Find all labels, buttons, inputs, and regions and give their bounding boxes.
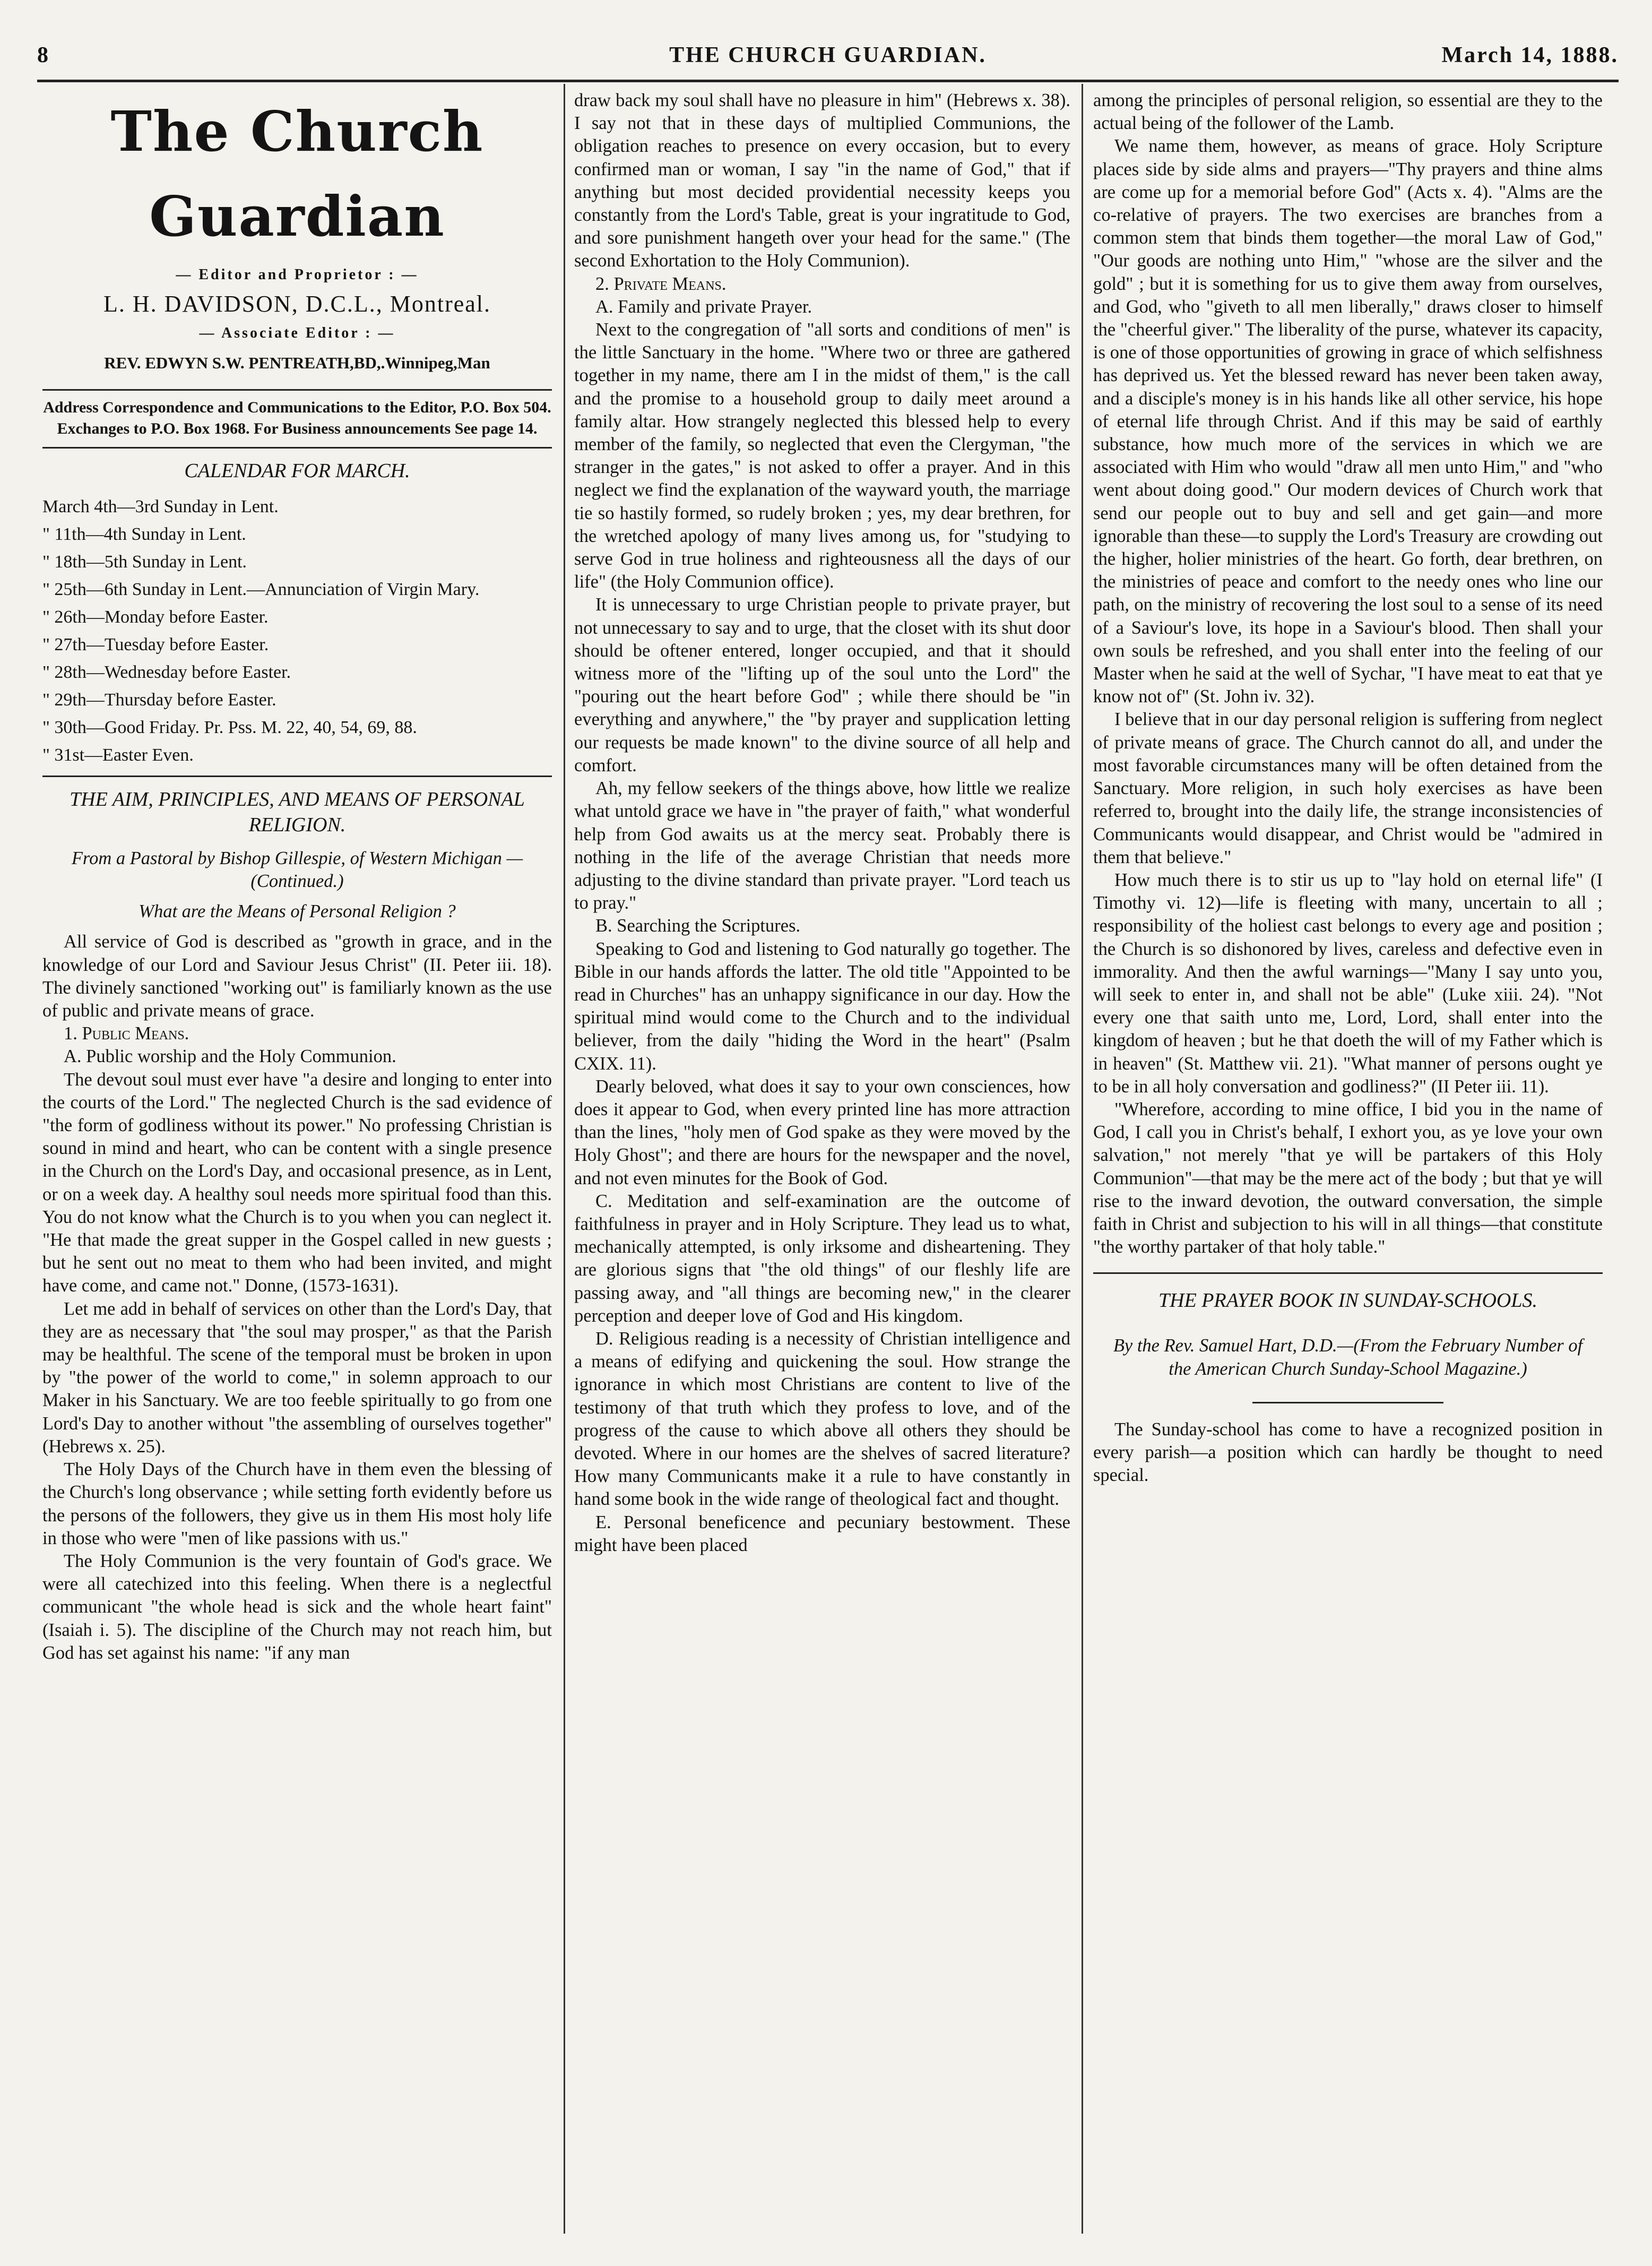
- column-1: [42, 89, 552, 2223]
- divider: [42, 776, 552, 777]
- running-head: [37, 42, 1619, 74]
- calendar-entry: " 29th—Thursday before Easter.: [42, 690, 276, 710]
- calendar-list: [42, 493, 552, 769]
- running-title: THE CHURCH GUARDIAN.: [669, 43, 987, 67]
- calendar-entry: " 27th—Tuesday before Easter.: [42, 634, 269, 654]
- divider: [1252, 1402, 1443, 1403]
- column-2: [574, 89, 1070, 2223]
- associate-editor-label: — Associate Editor : —: [199, 325, 395, 342]
- paragraph: It is unnecessary to urge Christian people to private prayer, but not unnecessary to say and to urge, that the closet with its shut door should be oftener entered, longer occupied, and that it should witness more of the "lifting up of the soul unto the Lord" the "pouring out the heart before God" ; while there should be "in everything and anywhere," the "by prayer and supplication letting our requests be made known" to the divine source of all help and comfort.: [574, 594, 1070, 776]
- article-heading: THE PRAYER BOOK IN SUNDAY-SCHOOLS.: [1158, 1289, 1537, 1312]
- issue-date: March 14, 1888.: [1441, 43, 1619, 67]
- paragraph: The Sunday-school has come to have a recognized position in every parish—a position which can hardly be thought to need special.: [1093, 1419, 1603, 1486]
- divider: [42, 389, 552, 391]
- calendar-entry: " 18th—5th Sunday in Lent.: [42, 552, 247, 572]
- column-3: [1093, 89, 1603, 2223]
- article-heading: THE AIM, PRINCIPLES, AND MEANS OF PERSONAL RELIGION.: [70, 788, 525, 836]
- column-rule: [564, 84, 565, 2234]
- paragraph: We name them, however, as means of grace. Holy Scripture places side by side alms and prayers—"Thy prayers and thine alms are come up for a memorial before God" (Acts x. 4). "Alms are the co-relative of prayers. The two exercises are branches from a common stem that binds them together—the moral Law of God," "Our goods are nothing unto Him," "whose are the silver and the gold" ; but it is something for us to give them away from ourselves, and God, who "giveth to all men liberally," draws closer to himself the "cheerful giver." The liberality of the purse, whatever its capacity, is one of those opportunities of growing in grace of which selfishness has deprived us. Yet the blessed reward has never been taken away, and a disciple's money is in his hands like all other service, his hope of eternal life through Christ. And if this may be said of earthly substance, how much more of the services in which we are associated with Him who would "draw all men unto Him," and "who went about doing good." Our modern devices of Church work that send our people out to buy and sell and get gain—and more ignorable than these—to supply the Lord's Treasury are crowding out the higher, holier ministries of the heart. Go forth, dear brethren, on the ministries of peace and comfort to the needy ones who line our path, on the ministry of recovering the lost soul to a sense of its need of a Saviour's love, its hope in a Saviour's blood. Then shall your own souls be refreshed, and you shall enter into the feeling of our Master when he said at the well of Sychar, "I have meat to eat that ye know not of" (St. John iv. 32).: [1093, 136, 1603, 707]
- head-rule: [37, 80, 1619, 82]
- paragraph: Next to the congregation of "all sorts and conditions of men" is the little Sanctuary in the home. "Where two or three are gathered together in my name, there am I in the midst of them," is the call and the promise to a household group to daily meet around a family altar. How strangely neglected this blessed help to every member of the family, so neglected that even the Clergyman, "the stranger in the gates," is not asked to offer a prayer. And in this neglect we find the explanation of the wayward youth, the marriage tie so hastily formed, so rudely broken ; yes, my dear brethren, for the wretched apology of many lives among us, for "studying to serve God in true holiness and righteousness all the days of our life" (the Holy Communion office).: [574, 320, 1070, 592]
- paragraph: I believe that in our day personal religion is suffering from neglect of private means of grace. The Church cannot do all, and under the most favorable circumstances many will be often detained from the Sanctuary. More religion, in such holy exercises as have been referred to, brought into the daily life, the strange inconsistencies of Communicants would disappear, and Christ would be "admired in them that believe.": [1093, 709, 1603, 867]
- editor-name: L. H. DAVIDSON, D.C.L., Montreal.: [103, 291, 491, 317]
- calendar-entry: " 30th—Good Friday. Pr. Pss. M. 22, 40, 54, 69, 88.: [42, 717, 417, 737]
- calendar-entry: March 4th—3rd Sunday in Lent.: [42, 496, 279, 516]
- paragraph: How much there is to stir us up to "lay hold on eternal life" (I Timothy vi. 12)—life is fleeting with many, uncertain to all ; responsibility of the holiest cast belongs to every age and position ; the Church is so dishonored by lives, careless and defective even in immorality. And then the awful warnings—"Many I say unto you, will seek to enter in, and shall not be able" (Luke xiii. 24). "Not every one that saith unto me, Lord, Lord, shall enter into the kingdom of heaven ; but he that doeth the will of my Father which is in heaven" (St. Matthew vii. 21). "What manner of persons ought ye to be in all holy conversation and godliness?" (II Peter iii. 11).: [1093, 869, 1603, 1097]
- paragraph: "Wherefore, according to mine office, I bid you in the name of God, I call you in Christ's behalf, I exhort you, as ye love your own salvation," not merely "that ye will be partakers of this Holy Communion"—that may be the mere act of the body ; but that ye will rise to the inward devotion, the outward conversation, the simple faith in Christ and subjection to his will in all things—that constitute "the worthy partaker of that holy table.": [1093, 1099, 1603, 1257]
- paragraph: draw back my soul shall have no pleasure in him" (Hebrews x. 38). I say not that in these days of multiplied Communions, the obligation reaches to presence on every occasion, but to every confirmed man or woman, I say "in the name of God," that if anything but most decided providential necessity keeps you constantly from the Lord's Table, great is your ingratitude to God, and sore punishment hangeth over your head for the same." (The second Exhortation to the Holy Communion).: [574, 90, 1070, 271]
- article-byline: By the Rev. Samuel Hart, D.D.—(From the February Number of the American Church Sunday-School Magazine.): [1113, 1336, 1583, 1379]
- paragraph: Speaking to God and listening to God naturally go together. The Bible in our hands affords the latter. The old title "Appointed to be read in Churches" has an unhappy significance in our day. How the spiritual mind would come to the Church and to the individual believer, from the daily "hiding the Word in the heart" (Psalm CXIX. 11).: [574, 938, 1070, 1074]
- calendar-entry: " 26th—Monday before Easter.: [42, 607, 269, 627]
- divider: [42, 447, 552, 449]
- paragraph: All service of God is described as "growth in grace, and in the knowledge of our Lord and Saviour Jesus Christ" (II. Peter iii. 18). The divinely sanctioned "working out" is familiarly known as the use of public and private means of grace.: [42, 932, 552, 1021]
- section-label: 2. Private Means.: [595, 273, 726, 294]
- paragraph: among the principles of personal religion, so essential are they to the actual being of the follower of the Lamb.: [1093, 90, 1603, 134]
- masthead-title: The Church Guardian: [110, 99, 484, 249]
- paragraph: D. Religious reading is a necessity of Christian intelligence and a means of edifying and quickening the soul. How strange the ignorance in which most Christians are content to live of the testimony of that truth which they profess to love, and of the progress of the cause to which above all others they should be devoted. Where in our homes are the shelves of sacred literature? How many Communicants make it a rule to have constantly in hand some book in the wide range of theological fact and thought.: [574, 1328, 1070, 1510]
- paragraph: C. Meditation and self-examination are the outcome of faithfulness in prayer and in Holy Scripture. They lead us to what, mechanically attempted, is only irksome and disheartening. They are glorious signs that "the old things" of our fleshly life are passing away, and "all things are becoming new," in the clearer perception and deeper love of God and His kingdom.: [574, 1191, 1070, 1326]
- address-notice: Address Correspondence and Communications to the Editor, P.O. Box 504. Exchanges to P.O. Box 1968. For Business announcements See page 14.: [43, 398, 551, 437]
- paragraph: E. Personal beneficence and pecuniary bestowment. These might have been placed: [574, 1512, 1070, 1555]
- paragraph: The Holy Communion is the very fountain of God's grace. We were all catechized into this feeling. When there is a neglectful communicant "the whole head is sick and the whole heart faint" (Isaiah i. 5). The discipline of the Church may not reach him, but God has set against his name: "if any man: [42, 1550, 552, 1663]
- calendar-heading: CALENDAR FOR MARCH.: [184, 459, 410, 482]
- paragraph: Ah, my fellow seekers of the things above, how little we realize what untold grace we have in "the prayer of faith," what wonderful help from God awaits us at the mercy seat. Probably there is nothing in the life of the average Christian that needs more adjusting to the divine standard than private prayer. "Lord teach us to pray.": [574, 778, 1070, 914]
- calendar-entry: " 25th—6th Sunday in Lent.—Annunciation of Virgin Mary.: [42, 579, 480, 599]
- subsection-label: A. Public worship and the Holy Communion.: [64, 1046, 396, 1067]
- section-question: What are the Means of Personal Religion ?: [139, 901, 456, 922]
- section-label: 1. Public Means.: [64, 1023, 189, 1044]
- associate-editor-name: REV. EDWYN S.W. PENTREATH,BD,.Winnipeg,Man: [104, 353, 490, 372]
- calendar-entry: " 31st—Easter Even.: [42, 745, 194, 765]
- divider: [1093, 1272, 1603, 1274]
- paragraph: The devout soul must ever have "a desire and longing to enter into the courts of the Lord." The neglected Church is the sad evidence of "the form of godliness without its power." No professing Christian is sound in mind and heart, who can be content with a single presence in the Church on the Lord's Day, and occasional presence, as in Lent, or on a week day. A healthy soul needs more spiritual food than this. You do not know what the Church is to you when you can neglect it. "He that made the great supper in the Gospel called in new guests ; but he sent out no meat to them who had been invited, and might have come, and came not." Donne, (1573-1631).: [42, 1069, 552, 1296]
- editor-label: — Editor and Proprietor : —: [176, 266, 419, 283]
- subsection-label: B. Searching the Scriptures.: [595, 916, 801, 936]
- paragraph: The Holy Days of the Church have in them even the blessing of the Church's long observance ; while setting forth evidently before us the persons of the followers, they give us in them His most holy life in those who were "men of like passions with us.": [42, 1459, 552, 1548]
- calendar-entry: " 11th—4th Sunday in Lent.: [42, 524, 246, 544]
- article-byline: From a Pastoral by Bishop Gillespie, of Western Michigan —(Continued.): [71, 848, 523, 892]
- paragraph: Dearly beloved, what does it say to your own consciences, how does it appear to God, when every printed line has more attraction than the lines, "holy men of God spake as they were moved by the Holy Ghost"; and there are hours for the newspaper and the novel, and not even minutes for the Book of God.: [574, 1076, 1070, 1188]
- calendar-entry: " 28th—Wednesday before Easter.: [42, 662, 291, 682]
- column-rule: [1082, 84, 1083, 2234]
- paragraph: Let me add in behalf of services on other than the Lord's Day, that they are as necessary that "the soul may prosper," as that the Parish may be healthful. The scene of the temporal must be broken in upon by "the power of the world to come," in solemn approach to our Maker in his Sanctuary. We are too feeble spiritually to go from one Lord's Day to another without "the assembling of ourselves together" (Hebrews x. 25).: [42, 1298, 552, 1457]
- page-number: 8: [37, 43, 50, 67]
- subsection-label: A. Family and private Prayer.: [595, 296, 812, 317]
